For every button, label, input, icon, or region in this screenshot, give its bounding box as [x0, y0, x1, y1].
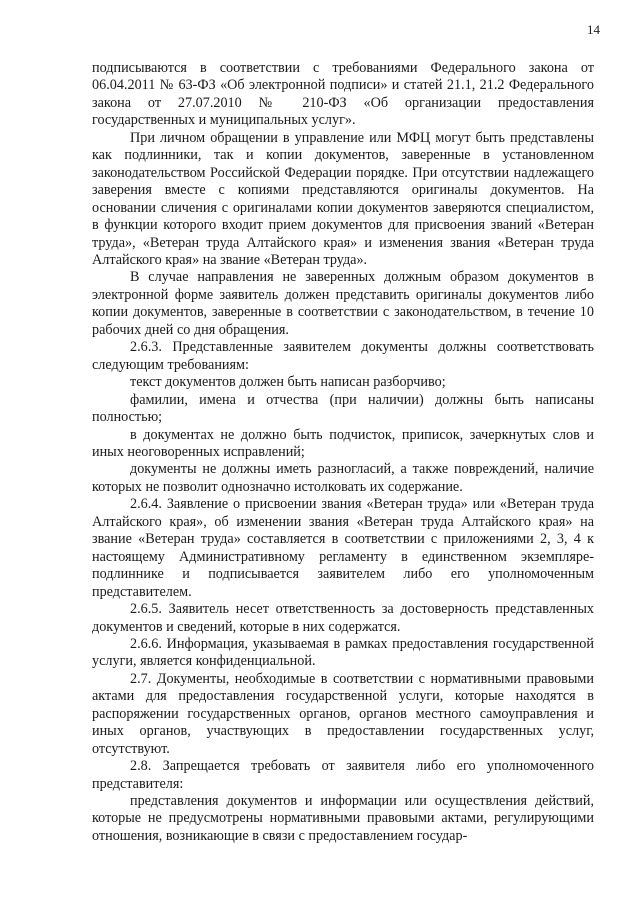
paragraph: 2.6.6. Информация, указываемая в рамках предоставления государственной услуги, является конфиденциальной.	[92, 635, 594, 670]
paragraph: в документах не должно быть подчисток, приписок, зачеркнутых слов и иных неоговоренных исправлений;	[92, 426, 594, 460]
paragraph: 2.6.3. Представленные заявителем документы должны соответствовать следующим требованиям:	[92, 339, 594, 373]
paragraph: подписываются в соответствии с требованиями Федерального закона от 06.04.2011 № 63-ФЗ «Об электронной подписи» и статей 21.1, 21.2 Федерального закона от 27.07.2010 № 210-ФЗ «Об организации предоставления государственных и муниципальных услуг».	[92, 60, 594, 129]
page-number: 14	[587, 22, 600, 37]
paragraph: 2.6.5. Заявитель несет ответственность за достоверность представленных документов и сведений, которые в них содержатся.	[92, 601, 594, 635]
paragraph: текст документов должен быть написан разборчиво;	[130, 374, 446, 391]
paragraph: 2.7. Документы, необходимые в соответствии с нормативными правовыми актами для предоставления государственной услуги, которые находятся в распоряжении государственных органов, органов местного самоуправления и иных органов, участвующих в предоставлении государственных услуг, отсутствуют.	[92, 670, 594, 757]
paragraph: 2.8. Запрещается требовать от заявителя либо его уполномоченного представителя:	[92, 758, 594, 792]
paragraph: представления документов и информации или осуществления действий, которые не предусмотрены нормативными правовыми актами, регулирующими отношения, возникающие в связи с предоставлением государ-	[92, 793, 594, 844]
paragraph: документы не должны иметь разногласий, а также повреждений, наличие которых не позволит однозначно истолковать их содержание.	[92, 461, 594, 495]
paragraph: фамилии, имена и отчества (при наличии) должны быть написаны полностью;	[92, 391, 594, 426]
paragraph: 2.6.4. Заявление о присвоении звания «Ветеран труда» или «Ветеран труда Алтайского края», об изменении звания «Ветеран труда Алтайского края» на звание «Ветеран труда» составляется в соответствии с приложениями 2, 3, 4 к настоящему Административному регламенту в единственном экземпляре-подлиннике и подписывается заявителем либо его уполномоченным представителем.	[92, 496, 594, 600]
paragraph: При личном обращении в управление или МФЦ могут быть представлены как подлинники, так и копии документов, заверенные в установленном законодательством Российской Федерации порядке. При отсутствии надлежащего заверения вместе с копиями представляются оригиналы документов. На основании сличения с оригиналами копии документов заверяются специалистом, в функции которого входит прием документов для присвоения званий «Ветеран труда», «Ветеран труда Алтайского края» и изменения звания «Ветеран труда Алтайского края» на звание «Ветеран труда».	[92, 129, 594, 268]
document-body	[92, 60, 594, 845]
paragraph: В случае направления не заверенных должным образом документов в электронной форме заявитель должен представить оригиналы документов либо копии документов, заверенные в соответствии с законодательством, в течение 10 рабочих дней со дня обращения.	[92, 269, 594, 338]
